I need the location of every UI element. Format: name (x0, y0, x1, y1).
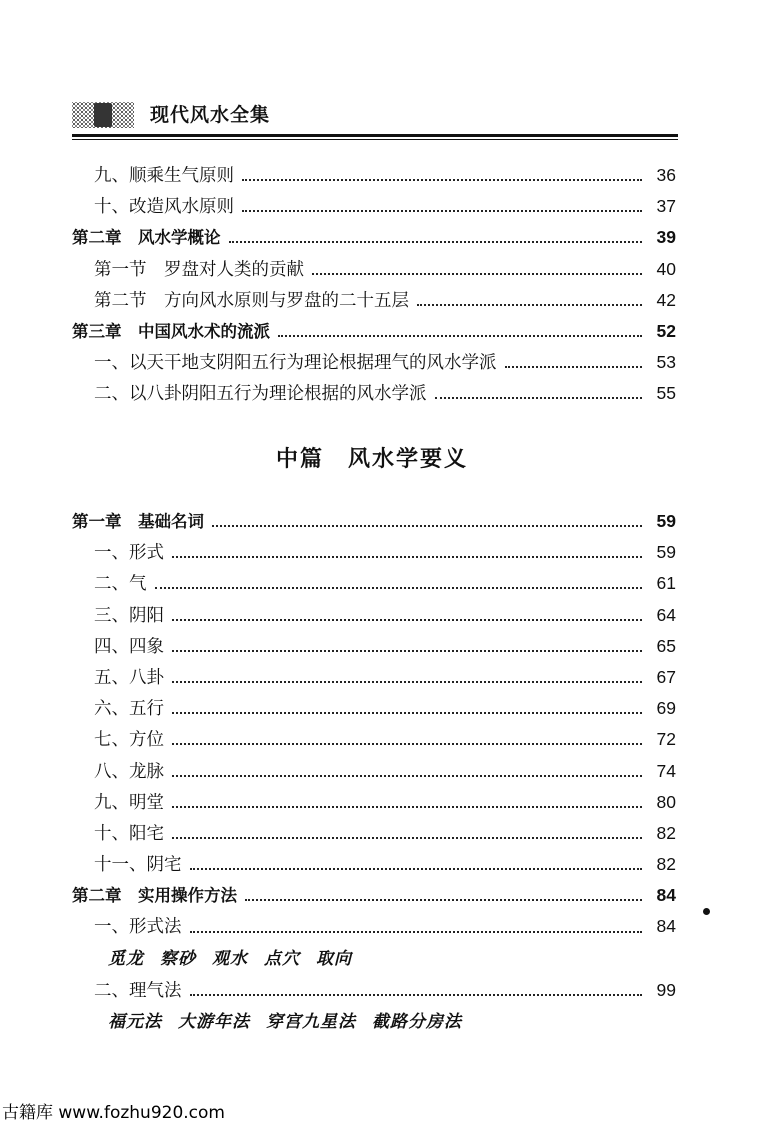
toc-entry[interactable] (72, 911, 676, 942)
leader-dots (242, 209, 642, 212)
toc-entry[interactable] (72, 724, 676, 755)
toc-entry-page: 82 (656, 822, 676, 843)
subtopic: 察砂 (160, 948, 196, 969)
subtopic: 穿宫九星法 (266, 1011, 356, 1032)
toc-entry-label: 第一章 基础名词 (72, 512, 204, 531)
header-ornament-icon (72, 102, 134, 128)
toc-entry[interactable] (72, 818, 676, 849)
leader-dots (312, 272, 642, 275)
toc-entry-label: 第三章 中国风水术的流派 (72, 321, 270, 341)
toc-entry-page: 37 (656, 196, 676, 217)
leader-dots (435, 396, 643, 399)
toc-entry-label: 十、阳宅 (94, 823, 164, 844)
subtopics-qi-method (72, 1006, 676, 1038)
toc-entry-page: 84 (656, 916, 676, 937)
toc-entry-label: 四、四象 (94, 636, 164, 657)
toc-entry-label: 九、顺乘生气原则 (94, 166, 234, 186)
toc-entry-page: 82 (656, 854, 676, 875)
leader-dots (172, 555, 642, 558)
header-rule (72, 134, 678, 137)
toc-entry-label: 二、理气法 (94, 980, 182, 1001)
toc-entry-label: 十、改造风水原则 (94, 197, 234, 218)
header-rule-thin (72, 139, 678, 140)
leader-dots (172, 805, 642, 808)
toc-entry[interactable] (72, 880, 676, 911)
subtopic: 福元法 (108, 1011, 162, 1032)
leader-dots (190, 930, 643, 933)
toc-entry-page: 55 (656, 383, 676, 404)
toc-entry-label: 一、形式 (94, 543, 164, 564)
watermark-footer: 古籍库 www.fozhu920.com (2, 1103, 225, 1123)
leader-dots (245, 898, 642, 901)
leader-dots (172, 742, 642, 745)
subtopic: 觅龙 (108, 948, 144, 969)
leader-dots (172, 680, 642, 683)
toc-entry[interactable] (72, 506, 676, 537)
toc-entry[interactable] (72, 347, 676, 378)
toc-entry[interactable] (72, 849, 676, 880)
toc-entry-page: 69 (656, 698, 676, 719)
toc-entry-label: 第二章 风水学概论 (72, 228, 221, 248)
toc-entry[interactable] (72, 756, 676, 787)
toc-entry-page: 99 (656, 979, 676, 1000)
toc-entry[interactable] (72, 662, 676, 693)
leader-dots (172, 649, 642, 652)
toc-entry-page: 80 (656, 791, 676, 812)
toc-entry-page: 84 (656, 885, 676, 906)
toc-entry[interactable] (72, 191, 676, 222)
toc-middle (72, 506, 676, 1038)
toc-entry[interactable] (72, 378, 676, 409)
toc-entry-label: 七、方位 (94, 730, 164, 751)
toc-entry-label: 二、气 (94, 574, 147, 595)
subtopic: 点穴 (264, 948, 300, 969)
leader-dots (155, 586, 643, 589)
toc-entry-label: 第二节 方向风水原则与罗盘的二十五层 (94, 290, 409, 311)
toc-entry-label: 第二章 实用操作方法 (72, 886, 237, 906)
toc-entry[interactable] (72, 285, 676, 316)
toc-entry[interactable] (72, 537, 676, 568)
leader-dots (229, 240, 643, 243)
toc-entry[interactable] (72, 631, 676, 662)
toc-top (72, 160, 676, 410)
toc-entry-label: 九、明堂 (94, 792, 164, 813)
toc-entry-label: 三、阴阳 (94, 605, 164, 626)
toc-entry-page: 52 (656, 320, 676, 341)
leader-dots (172, 711, 642, 714)
toc-entry-page: 59 (656, 511, 676, 531)
toc-entry-label: 六、五行 (94, 699, 164, 720)
leader-dots (417, 303, 642, 306)
toc-entry[interactable] (72, 160, 676, 191)
toc-entry-page: 64 (656, 604, 676, 625)
toc-entry-label: 一、以天干地支阴阳五行为理论根据理气的风水学派 (94, 353, 497, 374)
leader-dots (190, 993, 643, 996)
leader-dots (172, 774, 642, 777)
toc-entry[interactable] (72, 254, 676, 285)
leader-dots (242, 178, 642, 181)
leader-dots (278, 334, 642, 337)
toc-entry[interactable] (72, 693, 676, 724)
toc-entry[interactable] (72, 316, 676, 347)
toc-entry-page: 36 (656, 165, 676, 185)
toc-entry-page: 67 (656, 666, 676, 687)
toc-entry-page: 72 (656, 729, 676, 750)
toc-entry-label: 五、八卦 (94, 667, 164, 688)
toc-entry-page: 59 (656, 542, 676, 563)
subtopic: 大游年法 (178, 1011, 250, 1032)
running-header (72, 96, 678, 136)
toc-entry-label: 八、龙脉 (94, 761, 164, 782)
toc-entry-page: 74 (656, 760, 676, 781)
toc-entry-label: 一、形式法 (94, 917, 182, 938)
part-title: 中篇 风水学要义 (275, 447, 468, 472)
toc-entry[interactable] (72, 787, 676, 818)
toc-entry-page: 39 (656, 227, 676, 248)
toc-entry[interactable] (72, 568, 676, 599)
leader-dots (505, 365, 643, 368)
toc-entry[interactable] (72, 600, 676, 631)
subtopic: 截路分房法 (372, 1011, 462, 1032)
subtopic: 取向 (316, 948, 352, 969)
toc-entry-page: 65 (656, 635, 676, 656)
leader-dots (190, 867, 643, 870)
scan-speck (703, 908, 710, 915)
subtopics-form-method (72, 943, 676, 975)
toc-entry[interactable] (72, 222, 676, 253)
toc-entry-page: 61 (656, 573, 676, 594)
toc-entry-page: 42 (656, 289, 676, 310)
leader-dots (212, 524, 642, 527)
toc-entry[interactable] (72, 975, 676, 1006)
toc-entry-page: 40 (656, 258, 676, 279)
book-title: 现代风水全集 (150, 104, 271, 126)
toc-entry-label: 第一节 罗盘对人类的贡献 (94, 259, 304, 280)
toc-entry-label: 十一、阴宅 (94, 855, 182, 876)
leader-dots (172, 618, 642, 621)
subtopic: 观水 (212, 948, 248, 969)
toc-entry-page: 53 (656, 352, 676, 373)
leader-dots (172, 836, 642, 839)
toc-entry-label: 二、以八卦阴阳五行为理论根据的风水学派 (94, 384, 427, 405)
